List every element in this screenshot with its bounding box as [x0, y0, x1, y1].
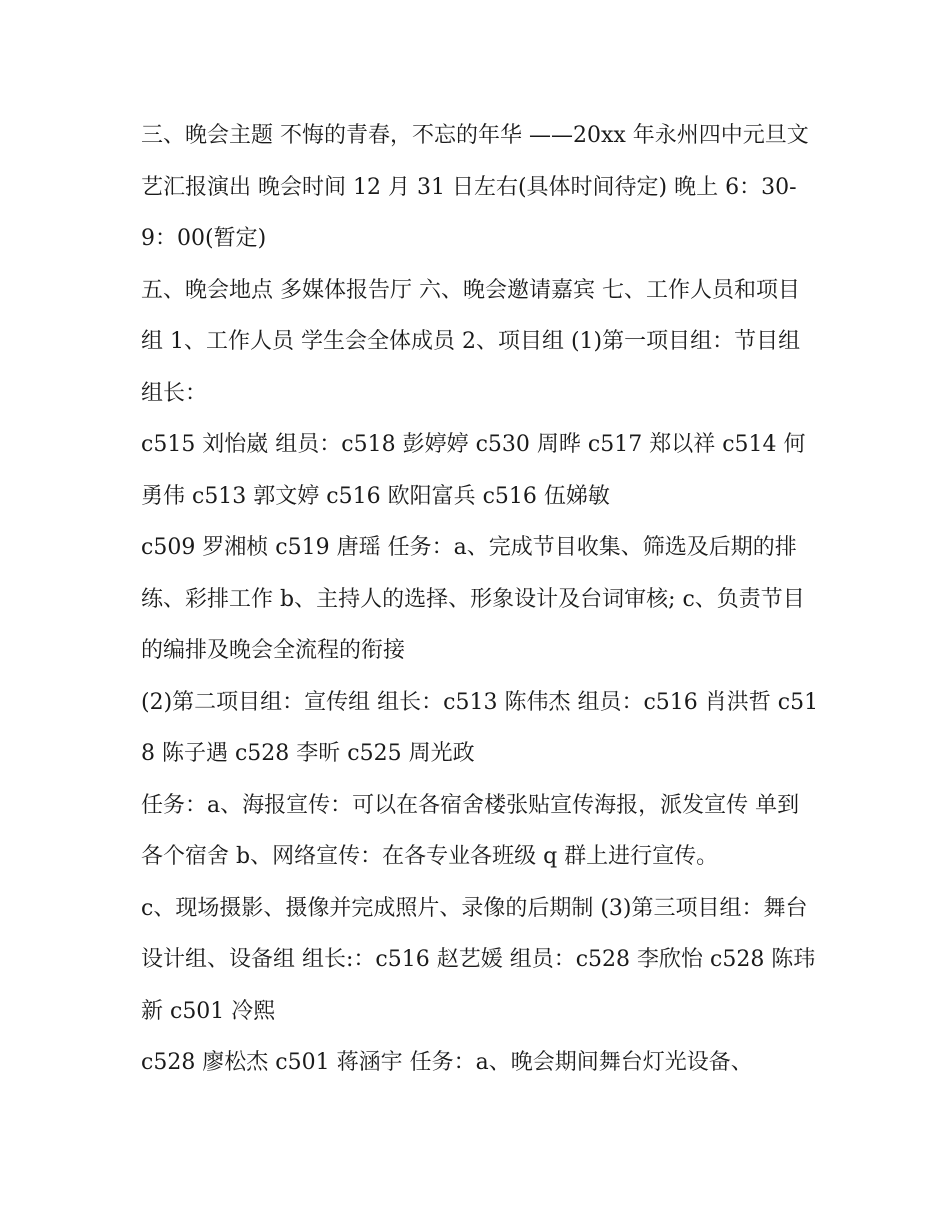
paragraph-stage-group: c、现场摄影、摄像并完成照片、录像的后期制 (3)第三项目组：舞台设计组、设备组 组长:：c516 赵艺媛 组员：c528 李欣怡 c528 陈玮新 c501 冷熙: [141, 895, 816, 1024]
paragraph-stage-tasks: c528 廖松杰 c501 蒋涵宇 任务：a、晚会期间舞台灯光设备、: [141, 1050, 753, 1075]
paragraph-publicity-group: (2)第二项目组：宣传组 组长：c513 陈伟杰 组员：c516 肖洪哲 c518 陈子遇 c528 李昕 c525 周光政: [141, 689, 819, 766]
paragraph-program-tasks: c509 罗湘桢 c519 唐瑶 任务：a、完成节目收集、筛选及后期的排练、彩排工作 b、主持人的选择、形象设计及台词审核; c、负责节目的编排及晚会全流程的衔接: [141, 535, 805, 663]
document-body: [141, 110, 821, 1089]
paragraph-theme-time: 三、晚会主题 不悔的青春，不忘的年华 ——20xx 年永州四中元旦文艺汇报演出 晚会时间 12 月 31 日左右(具体时间待定) 晚上 6：30-9：00(暂定): [141, 123, 809, 251]
paragraph-publicity-tasks: 任务：a、海报宣传：可以在各宿舍楼张贴宣传海报，派发宣传 单到各个宿舍 b、网络宣传：在各专业各班级 q 群上进行宣传。: [141, 792, 800, 869]
paragraph-venue-staff: 五、晚会地点 多媒体报告厅 六、晚会邀请嘉宾 七、工作人员和项目组 1、工作人员 学生会全体成员 2、项目组 (1)第一项目组：节目组 组长：: [141, 277, 801, 406]
paragraph-program-members: c515 刘怡崴 组员：c518 彭婷婷 c530 周晔 c517 郑以祥 c514 何勇伟 c513 郭文婷 c516 欧阳富兵 c516 伍娣敏: [141, 432, 806, 509]
